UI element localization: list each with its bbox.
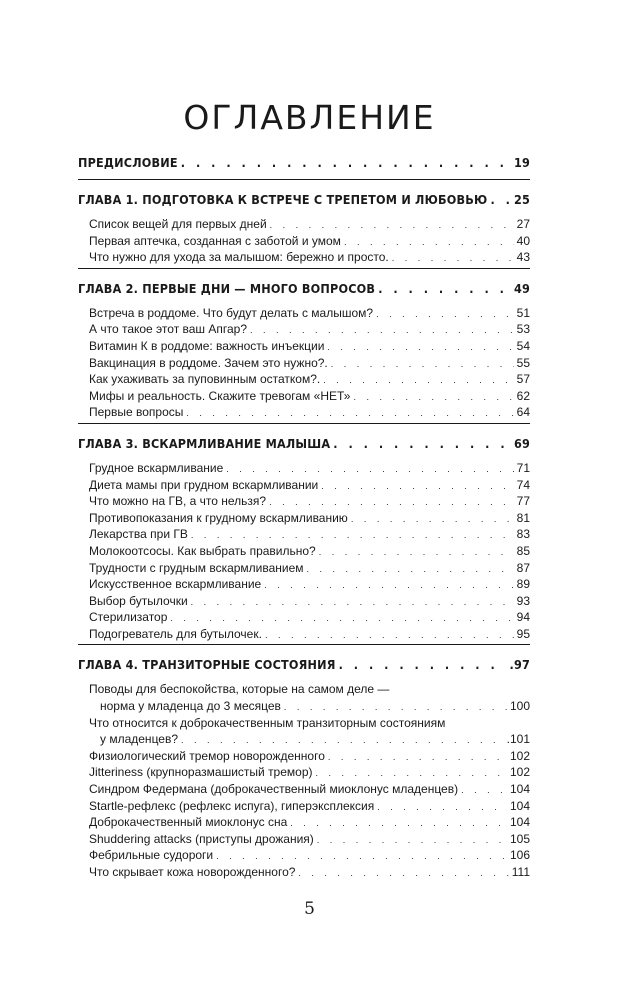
toc-item-page: .101 xyxy=(504,731,530,748)
toc-item-label: Молокоотсосы. Как выбрать правильно? xyxy=(89,543,319,560)
toc-item-page: 102 xyxy=(507,748,530,765)
toc-item[interactable] xyxy=(78,593,530,610)
leader-dots xyxy=(331,356,514,372)
toc-item-page: 94 xyxy=(514,609,530,626)
leader-dots xyxy=(307,561,514,577)
leader-dots xyxy=(351,511,514,527)
leader-dots xyxy=(298,865,508,881)
toc-item[interactable] xyxy=(78,510,530,527)
leader-dots xyxy=(490,190,510,210)
leader-dots xyxy=(377,799,507,815)
toc-chapter-page: 69 xyxy=(511,434,530,454)
leader-dots xyxy=(269,494,514,510)
page-number: 5 xyxy=(304,899,315,919)
toc-item-page: 77 xyxy=(514,493,530,510)
toc-item[interactable] xyxy=(78,460,530,477)
toc-chapter-1[interactable] xyxy=(78,190,530,210)
toc-item[interactable] xyxy=(78,233,530,250)
leader-dots xyxy=(250,322,514,338)
toc-item-page: 74 xyxy=(514,477,530,494)
toc-item-page: 102 xyxy=(507,764,530,781)
toc-item[interactable] xyxy=(78,831,530,848)
toc-item[interactable] xyxy=(78,560,530,577)
toc-item-label: Фебрильные судороги xyxy=(89,847,216,864)
toc-item-page: 54 xyxy=(514,338,530,355)
toc-item-page: 55 xyxy=(514,355,530,372)
toc-item-page: 95 xyxy=(514,626,530,643)
toc-item-page: 57 xyxy=(514,371,530,388)
toc-item-label: Физиологический тремор новорожденного xyxy=(89,748,328,765)
toc-item-page: 40 xyxy=(514,233,530,250)
leader-dots xyxy=(376,306,514,322)
toc-item-page: 111 xyxy=(509,864,530,881)
toc-item[interactable] xyxy=(78,764,530,781)
divider xyxy=(78,644,530,645)
toc-chapter-label: ГЛАВА 4. ТРАНЗИТОРНЫЕ СОСТОЯНИЯ xyxy=(78,655,339,675)
toc-item-label: Jitteriness (крупноразмашистый тремор) xyxy=(89,764,316,781)
leader-dots xyxy=(264,577,513,593)
leader-dots xyxy=(392,250,514,266)
toc-item-line2 xyxy=(89,698,530,715)
toc-item[interactable] xyxy=(78,338,530,355)
toc-item-label: Синдром Федермана (доброкачественный миоклонус младенцев) xyxy=(89,781,461,798)
toc-item-label: Стерилизатор xyxy=(89,609,170,626)
toc-item-label: Список вещей для первых дней xyxy=(89,216,270,233)
toc-item-page: 105 xyxy=(507,831,530,848)
toc-preface-label: ПРЕДИСЛОВИЕ xyxy=(78,153,181,173)
leader-dots xyxy=(191,527,514,543)
toc-item[interactable] xyxy=(78,681,530,714)
toc-item-page: 85 xyxy=(514,543,530,560)
toc-item-page: 62 xyxy=(514,388,530,405)
leader-dots xyxy=(319,544,514,560)
toc-item[interactable] xyxy=(78,404,530,421)
toc-item-label: А что такое этот ваш Апгар? xyxy=(89,321,250,338)
toc-item-page: 81 xyxy=(514,510,530,527)
leader-dots xyxy=(170,610,513,626)
toc-item-label: Первая аптечка, созданная с заботой и умом xyxy=(89,233,344,250)
toc-item-page: 104 xyxy=(507,814,530,831)
toc-item[interactable] xyxy=(78,847,530,864)
toc-item-page: 100 xyxy=(507,698,530,715)
toc-item-page: 27 xyxy=(514,216,530,233)
leader-dots xyxy=(265,627,514,643)
toc-item-label: Что нужно для ухода за малышом: бережно и просто. xyxy=(89,249,392,266)
leader-dots xyxy=(186,405,513,421)
toc-item[interactable] xyxy=(78,715,530,748)
toc-chapter-label: ГЛАВА 1. ПОДГОТОВКА К ВСТРЕЧЕ С ТРЕПЕТОМ И ЛЮБОВЬЮ xyxy=(78,190,490,210)
toc-item[interactable] xyxy=(78,355,530,372)
toc-item-label: Как ухаживать за пуповинным остатком?. xyxy=(89,371,323,388)
toc-item[interactable] xyxy=(78,371,530,388)
toc-item[interactable] xyxy=(78,798,530,815)
leader-dots xyxy=(353,389,513,405)
toc-item-page: 64 xyxy=(514,404,530,421)
toc-item-label: Подогреватель для бутылочек. xyxy=(89,626,265,643)
leader-dots xyxy=(290,815,507,831)
toc-chapter-page: 49 xyxy=(511,279,530,299)
toc-item-label-line2: норма у младенца до 3 месяцев xyxy=(100,698,284,715)
toc-item-page: 53 xyxy=(514,321,530,338)
toc-preface[interactable] xyxy=(78,153,530,173)
leader-dots xyxy=(181,153,511,173)
toc-chapter-3[interactable] xyxy=(78,434,530,454)
toc-item-page: 51 xyxy=(514,305,530,322)
leader-dots xyxy=(191,594,514,610)
leader-dots xyxy=(216,848,507,864)
leader-dots xyxy=(333,434,511,454)
toc-item[interactable] xyxy=(78,493,530,510)
toc-item-label: Что можно на ГВ, а что нельзя? xyxy=(89,493,269,510)
toc-chapter-page: .97 xyxy=(506,655,530,675)
toc-item[interactable] xyxy=(78,321,530,338)
toc-item-label: Доброкачественный миоклонус сна xyxy=(89,814,290,831)
toc-item-line2 xyxy=(89,731,530,748)
page-title: ОГЛАВЛЕНИЕ xyxy=(183,98,436,137)
toc-item-label: Shuddering attacks (приступы дрожания) xyxy=(89,831,317,848)
toc-item-page: 93 xyxy=(514,593,530,610)
toc-item-label: Диета мамы при грудном вскармливании xyxy=(89,477,321,494)
leader-dots xyxy=(317,832,507,848)
toc-item-page: 104 xyxy=(507,781,530,798)
toc-item[interactable] xyxy=(78,477,530,494)
toc-item-label: Что скрывает кожа новорожденного? xyxy=(89,864,298,881)
toc-item[interactable] xyxy=(78,609,530,626)
leader-dots xyxy=(323,372,513,388)
toc-item-page: 87 xyxy=(514,560,530,577)
toc-item[interactable] xyxy=(78,864,530,881)
toc-item[interactable] xyxy=(78,249,530,266)
toc-item-label: Вакцинация в роддоме. Зачем это нужно?. xyxy=(89,355,331,372)
toc-item-label-line2: у младенцев? xyxy=(100,731,181,748)
leader-dots xyxy=(328,749,507,765)
toc-item[interactable] xyxy=(78,216,530,233)
toc-item-label: Мифы и реальность. Скажите тревогам «НЕТ» xyxy=(89,388,353,405)
toc-item-label: Лекарства при ГВ xyxy=(89,526,191,543)
toc-item[interactable] xyxy=(78,526,530,543)
toc-item-page: 104 xyxy=(507,798,530,815)
toc-item[interactable] xyxy=(78,576,530,593)
table-of-contents xyxy=(78,153,530,881)
leader-dots xyxy=(270,217,514,233)
toc-item-page: 71 xyxy=(514,460,530,477)
leader-dots xyxy=(327,339,513,355)
toc-item-label: Противопоказания к грудному вскармливанию xyxy=(89,510,351,527)
toc-item[interactable] xyxy=(78,748,530,765)
toc-item-page: 89 xyxy=(514,576,530,593)
toc-item[interactable] xyxy=(78,626,530,643)
toc-item[interactable] xyxy=(78,305,530,322)
leader-dots xyxy=(378,279,511,299)
divider xyxy=(78,179,530,180)
toc-item[interactable] xyxy=(78,388,530,405)
divider xyxy=(78,423,530,424)
leader-dots xyxy=(461,782,507,798)
toc-item-page: 43 xyxy=(514,249,530,266)
toc-item-label: Грудное вскармливание xyxy=(89,460,226,477)
toc-item[interactable] xyxy=(78,814,530,831)
leader-dots xyxy=(316,765,507,781)
toc-item-page: 83 xyxy=(514,526,530,543)
toc-chapter-2[interactable] xyxy=(78,279,530,299)
toc-item-label: Искусственное вскармливание xyxy=(89,576,264,593)
divider xyxy=(78,268,530,269)
toc-item-label: Выбор бутылочки xyxy=(89,593,191,610)
leader-dots xyxy=(284,699,507,715)
toc-chapter-4[interactable] xyxy=(78,655,530,675)
toc-item-label-line1: Поводы для беспокойства, которые на самом деле — xyxy=(89,682,390,697)
leader-dots xyxy=(321,478,513,494)
toc-item-label: Трудности с грудным вскармливанием xyxy=(89,560,307,577)
toc-item-page: 106 xyxy=(507,847,530,864)
toc-item[interactable] xyxy=(78,543,530,560)
toc-chapter-page: 25 xyxy=(511,190,530,210)
toc-item-label: Витамин К в роддоме: важность инъекции xyxy=(89,338,327,355)
leader-dots xyxy=(181,732,504,748)
leader-dots xyxy=(339,655,507,675)
toc-item-label: Первые вопросы xyxy=(89,404,186,421)
leader-dots xyxy=(226,461,513,477)
toc-chapter-label: ГЛАВА 3. ВСКАРМЛИВАНИЕ МАЛЫША xyxy=(78,434,333,454)
toc-item-label: Встреча в роддоме. Что будут делать с малышом? xyxy=(89,305,376,322)
toc-item-label-line1: Что относится к доброкачественным транзиторным состояниям xyxy=(89,715,446,730)
toc-item[interactable] xyxy=(78,781,530,798)
leader-dots xyxy=(344,234,514,250)
toc-item-label: Startle-рефлекс (рефлекс испуга), гиперэксплексия xyxy=(89,798,377,815)
toc-chapter-label: ГЛАВА 2. ПЕРВЫЕ ДНИ — МНОГО ВОПРОСОВ xyxy=(78,279,378,299)
toc-preface-page: 19 xyxy=(511,153,530,173)
